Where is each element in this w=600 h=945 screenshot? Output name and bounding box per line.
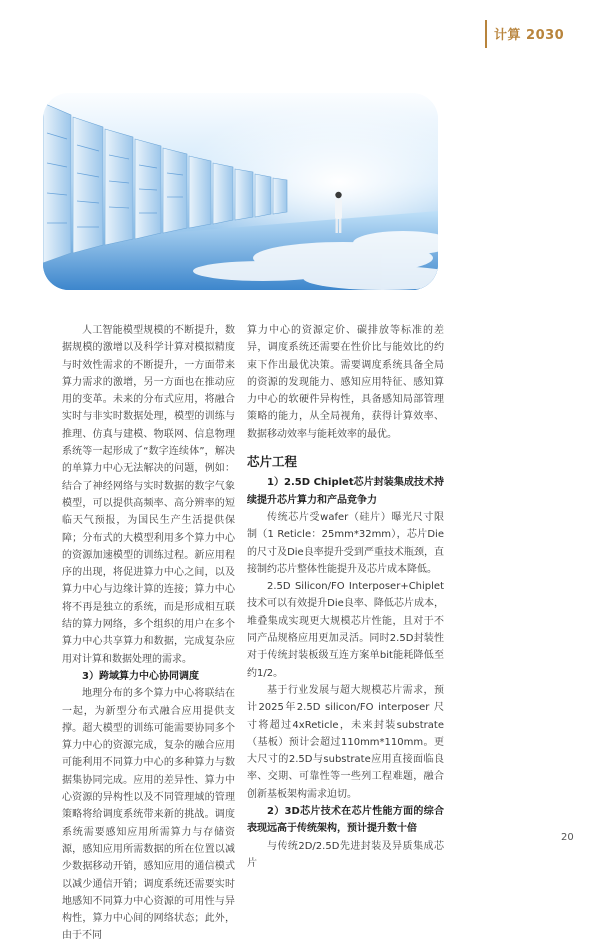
paragraph: 2.5D Silicon/FO Interposer+Chiplet技术可以有效提升Die良率、降低芯片成本，堆叠集成实现更大规模芯片性能，且对于不同产品规格应用更加灵活。同时2.5D封装性对于传统封装板级互连方案单bit能耗降低至约1/2。 bbox=[247, 581, 444, 679]
paragraph: 人工智能模型规模的不断提升，数据规模的激增以及科学计算对模拟精度与时效性需求的不断提升，一方面带来算力需求的激增，另一方面也在推动应用的变革。未来的分布式应用，将融合实时与非实时数据处理，模型的训练与推理、仿真与建模、物联网、信息物理系统等一起形成了“数字连续体”，解决的单算力中心无法解决的问题，例如：结合了神经网络与实时数据的数字气象模型，可以提供高频率、高分辨率的短临天气预报，为国民生产生活提供保障；分布式的大模型利用多个算力中心的资源加速模型的训练过程。新应用程序的出现，将促进算力中心之间，以及算力中心与边缘计算的连接；算力中心将不再是独立的系统，而是形成相互联结的算力网络，多个组织的用户在多个算力中心共享算力和数据，完成复杂应用对计算和数据处理的需求。 bbox=[62, 325, 235, 665]
section-heading: 芯片工程 bbox=[247, 454, 298, 470]
subsection-heading: 2）3D芯片技术在芯片性能方面的综合表现远高于传统架构，预计提升数十倍 bbox=[247, 806, 444, 835]
paragraph: 地理分布的多个算力中心将联结在一起，为新型分布式融合应用提供支撑。超大模型的训练可能需要协同多个算力中心的资源完成，复杂的融合应用可能利用不同算力中心的多种算力与数据集协同完成。应用的差异性、算力中心资源的异构性以及不同管理域的管理策略将给调度系统带来新的挑战。调度系统需要感知应用所需算力与存储资源，感知应用所需数据的所在位置以减少数据移动开销，感知应用的通信模式以减少通信开销；调度系统还需要实时地感知不同算力中心资源的可用性与异构性，算力中心间的网络状态；此外，由于不同 bbox=[62, 688, 235, 942]
subsection-heading: 1）2.5D Chiplet芯片封装集成技术持续提升芯片算力和产品竞争力 bbox=[247, 477, 444, 506]
paragraph: 算力中心的资源定价、碳排放等标准的差异，调度系统还需要在性价比与能效比的约束下作出最优决策。需要调度系统具备全局的资源的发现能力、感知应用特征、感知算力中心的软硬件异构性，具备感知局部管理策略的能力，从全局视角，获得计算效率、数据移动效率与能耗效率的最优。 bbox=[247, 325, 444, 440]
hero-image-data-center bbox=[43, 93, 438, 290]
right-text-column bbox=[247, 322, 444, 872]
page-number: 20 bbox=[561, 832, 574, 843]
paragraph: 与传统2D/2.5D先进封装及异质集成芯片 bbox=[247, 840, 444, 869]
header-title: 计算 2030 bbox=[494, 28, 565, 43]
subsection-heading: 3）跨域算力中心协同调度 bbox=[82, 670, 199, 682]
paragraph: 传统芯片受wafer（硅片）曝光尺寸限制（1 Reticle：25mm*32mm），芯片Die的尺寸及Die良率提升受到严重技术瓶颈，直接制约芯片整体性能提升及芯片成本降低。 bbox=[247, 511, 444, 575]
left-text-column bbox=[62, 322, 235, 945]
header-accent-bar bbox=[485, 20, 487, 48]
paragraph: 基于行业发展与超大规模芯片需求，预计2025年2.5D silicon/FO interposer 尺寸将超过4xReticle，未来封装substrate（基板）预计会超过110mm*110mm。更大尺寸的2.5D与substrate应用直接面临良率、交期、可靠性等一些列工程难题，融合创新基板架构需求迫切。 bbox=[247, 684, 444, 800]
